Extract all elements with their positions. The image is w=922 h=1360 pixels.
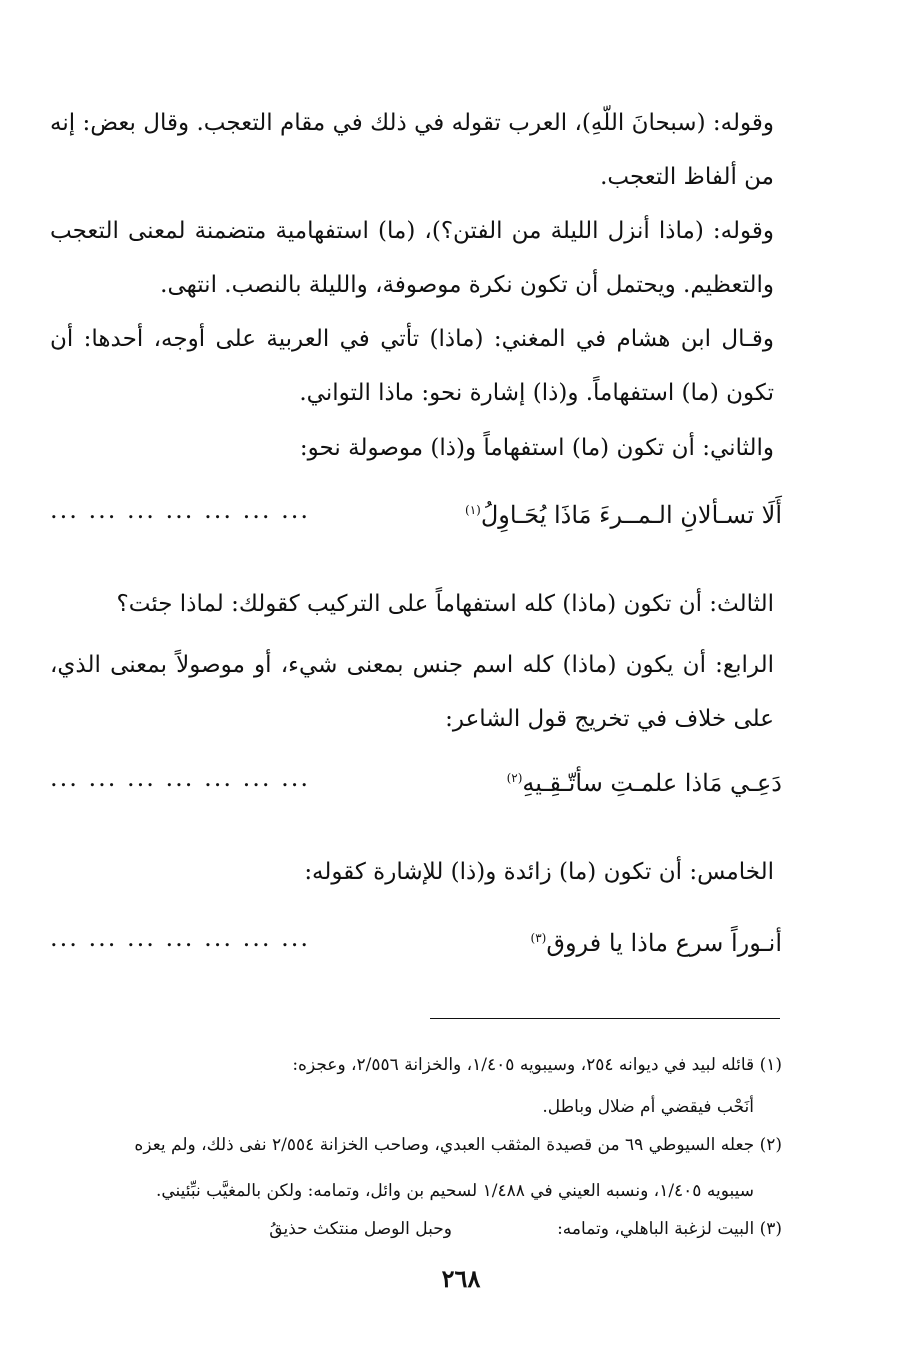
fourth-case: الرابع: أن يكون (ماذا) كله اسم جنس بمعنى شيء، أو موصولاً بمعنى الذي، على خلاف في تخريج قول الشاعر:: [50, 652, 774, 732]
second-case: والثاني: أن تكون (ما) استفهاماً و(ذا) موصولة نحو:: [299, 435, 774, 461]
paragraph-tasbih: وقوله: (سبحانَ اللّهِ)، العرب تقوله في ذلك في مقام التعجب. وقال بعض: إنه من ألفاظ التعجب.: [50, 110, 774, 190]
footnote-ref-2: (٢): [506, 771, 523, 785]
paragraph-madha-anzala: وقوله: (ماذا أنزل الليلة من الفتن؟)، (ما) استفهامية متضمنة لمعنى التعجب والتعظيم. ويحتمل أن تكون نكرة موصوفة، والليلة بالنصب. انتهى.: [50, 218, 774, 298]
footnote-3-line-1: (٣) البيت لزغبة الباهلي، وتمامه:: [557, 1219, 782, 1239]
footnote-3-line-2: وحبل الوصل منتكث حذيقُ: [269, 1219, 452, 1239]
verse-3-text: أنـوراً سرع ماذا يا فروق$^{(٣)}$: [530, 929, 782, 957]
footnote-2-line-1: (٢) جعله السيوطي ٦٩ من قصيدة المثقب العبدي، وصاحب الخزانة ٢/٥٥٤ نفى ذلك، ولم يعزه: [134, 1135, 782, 1155]
paragraph-ibn-hisham: وقـال ابن هشام في المغني: (ماذا) تأتي في العربية على أوجه، أحدها: أن تكون (ما) استفهاماً. و(ذا) إشارة نحو: ماذا التواني.: [50, 326, 774, 406]
verse-1-text: أَلَا تسـألانِ الـمــرءَ مَاذَا يُحَـاوِلُ$^{(١)}$: [465, 501, 782, 529]
footnote-1-line-1: (١) قائله لبيد في ديوانه ٢٥٤، وسيبويه ١/٤٠٥، والخزانة ٢/٥٥٦، وعجزه:: [292, 1055, 782, 1075]
footnote-ref-1: (١): [465, 503, 481, 517]
footnote-2-line-2: سيبويه ١/٤٠٥، ونسبه العيني في ١/٤٨٨ لسحيم بن وائل، وتمامه: ولكن بالمغيَّب نبِّئيني.: [155, 1181, 754, 1201]
page-number: ٢٦٨: [441, 1264, 481, 1293]
footnote-divider: [430, 1018, 780, 1019]
verse-2-dots: ... ... ... ... ... ... ...: [50, 764, 310, 792]
fifth-case: الخامس: أن تكون (ما) زائدة و(ذا) للإشارة كقوله:: [304, 859, 774, 885]
verse-3-dots: ... ... ... ... ... ... ...: [50, 924, 310, 952]
verse-2-text: دَعِـي مَاذا علمـتِ سأتّـقِـيهِ$^{(٢)}$: [506, 769, 782, 797]
verse-1-dots: ... ... ... ... ... ... ...: [50, 496, 310, 524]
footnote-ref-3: (٣): [530, 931, 547, 945]
third-case: الثالث: أن تكون (ماذا) كله استفهاماً على التركيب كقولك: لماذا جئت؟: [116, 591, 774, 617]
footnote-1-line-2: أنَحْب فيقضي أم ضلال وباطل.: [542, 1097, 754, 1117]
